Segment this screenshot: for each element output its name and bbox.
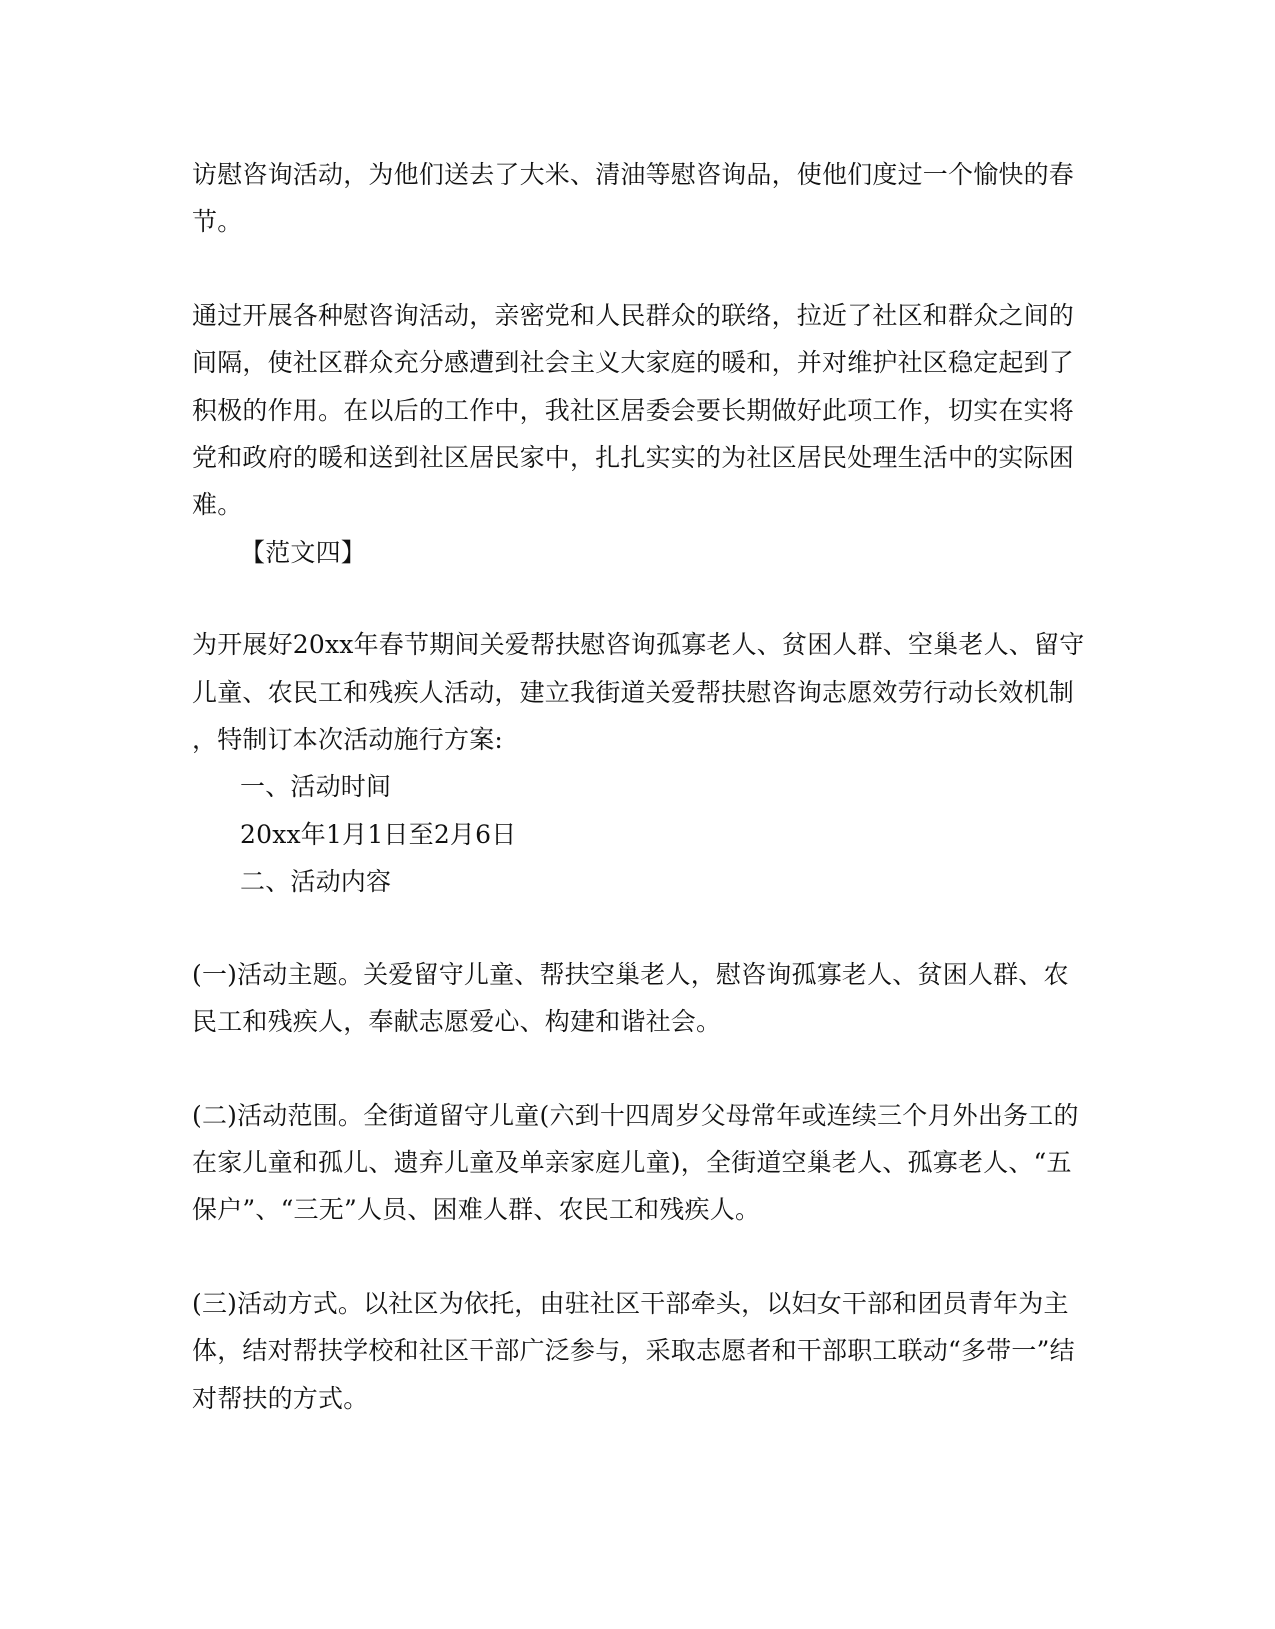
text-line: (一)活动主题。关爱留守儿童、帮扶空巢老人，慰咨询孤寡老人、贫困人群、农 bbox=[192, 960, 1069, 989]
text-line: 儿童、农民工和残疾人活动，建立我街道关爱帮扶慰咨询志愿效劳行动长效机制 bbox=[192, 678, 1075, 707]
text-line: 难。 bbox=[192, 490, 243, 519]
text-line: (三)活动方式。以社区为依托，由驻社区干部牵头，以妇女干部和团员青年为主 bbox=[192, 1289, 1069, 1318]
text-line: 访慰咨询活动，为他们送去了大米、清油等慰咨询品，使他们度过一个愉快的春 bbox=[192, 160, 1075, 189]
text-line: (二)活动范围。全街道留守儿童(六到十四周岁父母常年或连续三个月外出务工的 bbox=[192, 1101, 1079, 1130]
text-line: ，特制订本次活动施行方案: bbox=[192, 725, 504, 754]
text-line: 在家儿童和孤儿、遗弃儿童及单亲家庭儿童)，全街道空巢老人、孤寡老人、“五 bbox=[192, 1148, 1072, 1177]
text-line: 节。 bbox=[192, 207, 243, 236]
subheading-content: 二、活动内容 bbox=[240, 867, 392, 896]
text-line: 保户”、“三无”人员、困难人群、农民工和残疾人。 bbox=[192, 1195, 761, 1224]
text-line: 为开展好20xx年春节期间关爱帮扶慰咨询孤寡老人、贫困人群、空巢老人、留守 bbox=[192, 630, 1085, 659]
text-line: 体，结对帮扶学校和社区干部广泛参与，采取志愿者和干部职工联动“多带一”结 bbox=[192, 1336, 1075, 1365]
subheading-time: 一、活动时间 bbox=[240, 772, 392, 801]
time-value: 20xx年1月1日至2月6日 bbox=[240, 820, 517, 849]
text-line: 党和政府的暖和送到社区居民家中，扎扎实实的为社区居民处理生活中的实际困 bbox=[192, 443, 1075, 472]
text-line: 通过开展各种慰咨询活动，亲密党和人民群众的联络，拉近了社区和群众之间的 bbox=[192, 301, 1075, 330]
text-line: 间隔，使社区群众充分感遭到社会主义大家庭的暖和，并对维护社区稳定起到了 bbox=[192, 348, 1075, 377]
text-line: 对帮扶的方式。 bbox=[192, 1384, 369, 1413]
section-heading: 【范文四】 bbox=[240, 538, 367, 567]
text-line: 民工和残疾人，奉献志愿爱心、构建和谐社会。 bbox=[192, 1007, 722, 1036]
text-line: 积极的作用。在以后的工作中，我社区居委会要长期做好此项工作，切实在实将 bbox=[192, 396, 1075, 425]
